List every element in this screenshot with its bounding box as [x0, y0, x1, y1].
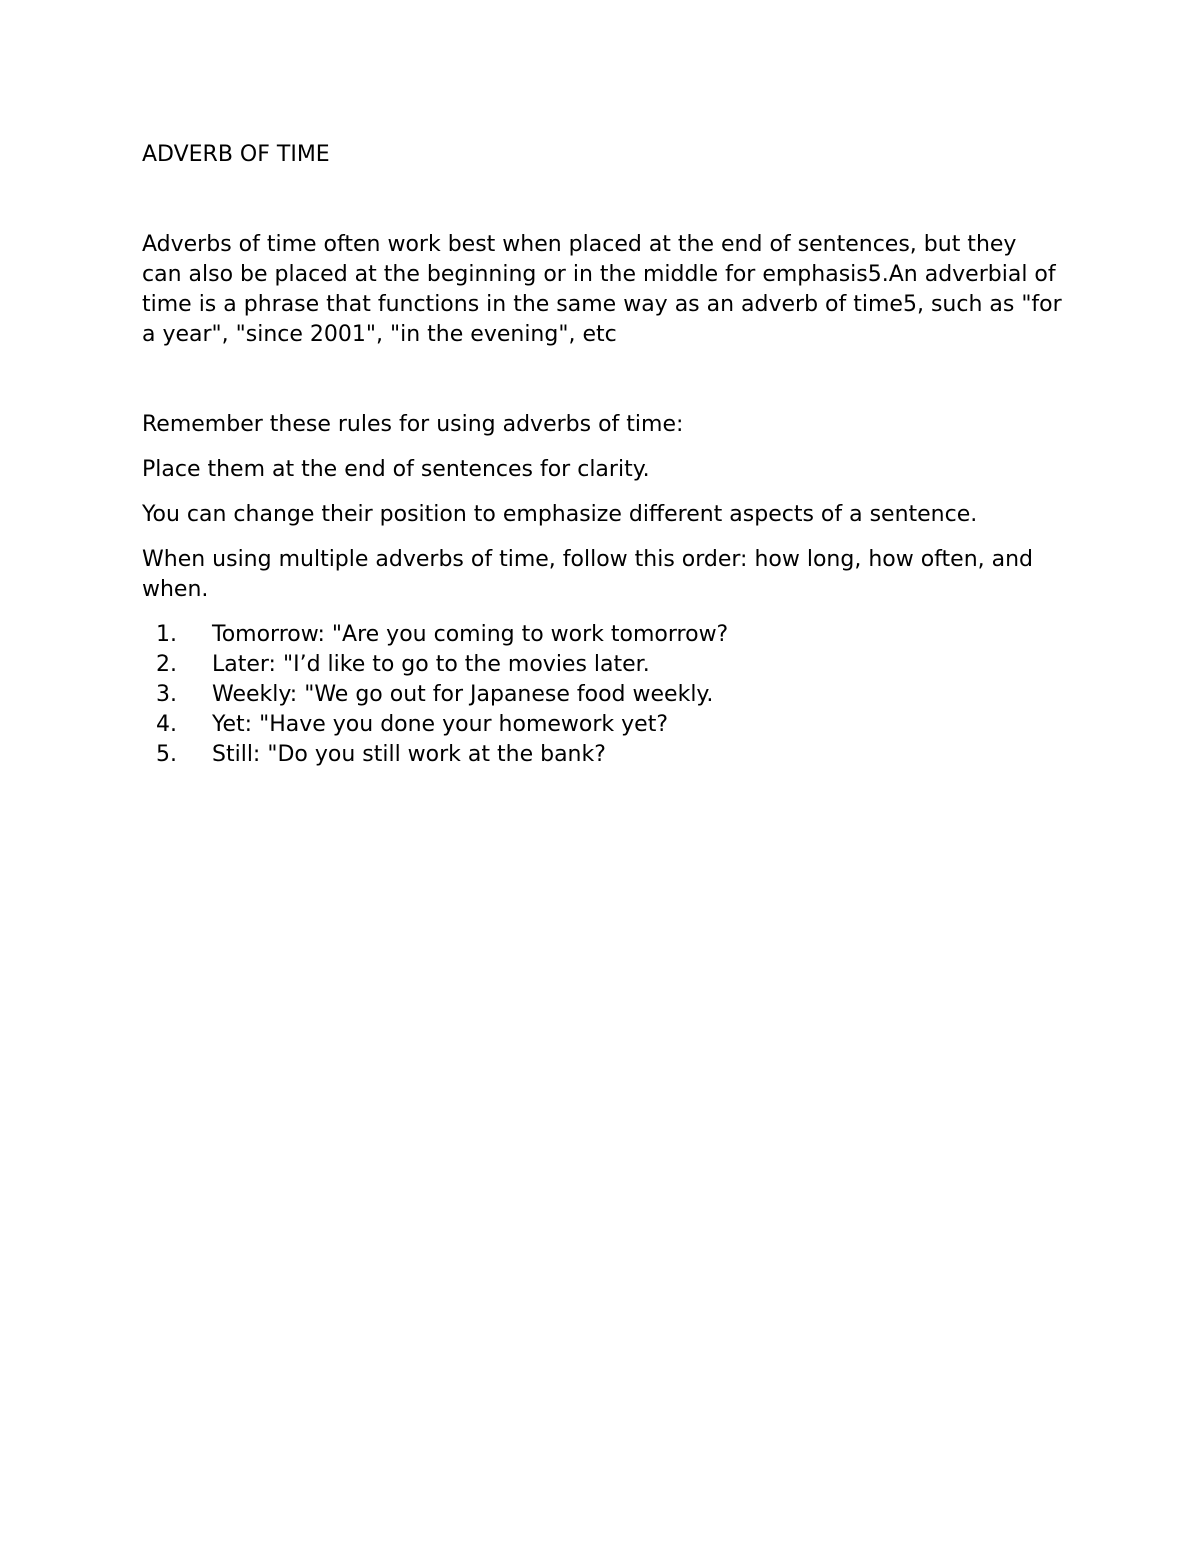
- list-item-text: Tomorrow: "Are you coming to work tomorrow?: [212, 622, 729, 647]
- examples-list: [142, 620, 1062, 770]
- list-item: [142, 650, 1062, 680]
- rule-paragraph: When using multiple adverbs of time, follow this order: how long, how often, and when.: [142, 547, 1034, 602]
- list-item: [142, 680, 1062, 710]
- document-title: ADVERB OF TIME: [142, 142, 330, 167]
- list-item-text: Yet: "Have you done your homework yet?: [212, 712, 669, 737]
- rule-paragraph: You can change their position to emphasize different aspects of a sentence.: [142, 502, 978, 527]
- list-item: [142, 740, 1062, 770]
- list-item-text: Later: "I’d like to go to the movies later.: [212, 652, 650, 677]
- list-item-number: 3.: [156, 682, 177, 707]
- list-item-number: 4.: [156, 712, 177, 737]
- list-item-number: 1.: [156, 622, 177, 647]
- intro-paragraph: Adverbs of time often work best when placed at the end of sentences, but they can also be placed at the beginning or in the middle for emphasis5.An adverbial of time is a phrase that functions in the same way as an adverb of time5, such as "for a year", "since 2001", "in the evening", etc: [142, 232, 1062, 347]
- list-item: [142, 710, 1062, 740]
- rule-paragraph: Place them at the end of sentences for clarity.: [142, 457, 650, 482]
- list-item-number: 5.: [156, 742, 177, 767]
- rules-heading: Remember these rules for using adverbs of time:: [142, 412, 684, 437]
- list-item-text: Weekly: "We go out for Japanese food weekly.: [212, 682, 714, 707]
- document-body: [142, 140, 1062, 770]
- list-item: [142, 620, 1062, 650]
- list-item-text: Still: "Do you still work at the bank?: [212, 742, 606, 767]
- list-item-number: 2.: [156, 652, 177, 677]
